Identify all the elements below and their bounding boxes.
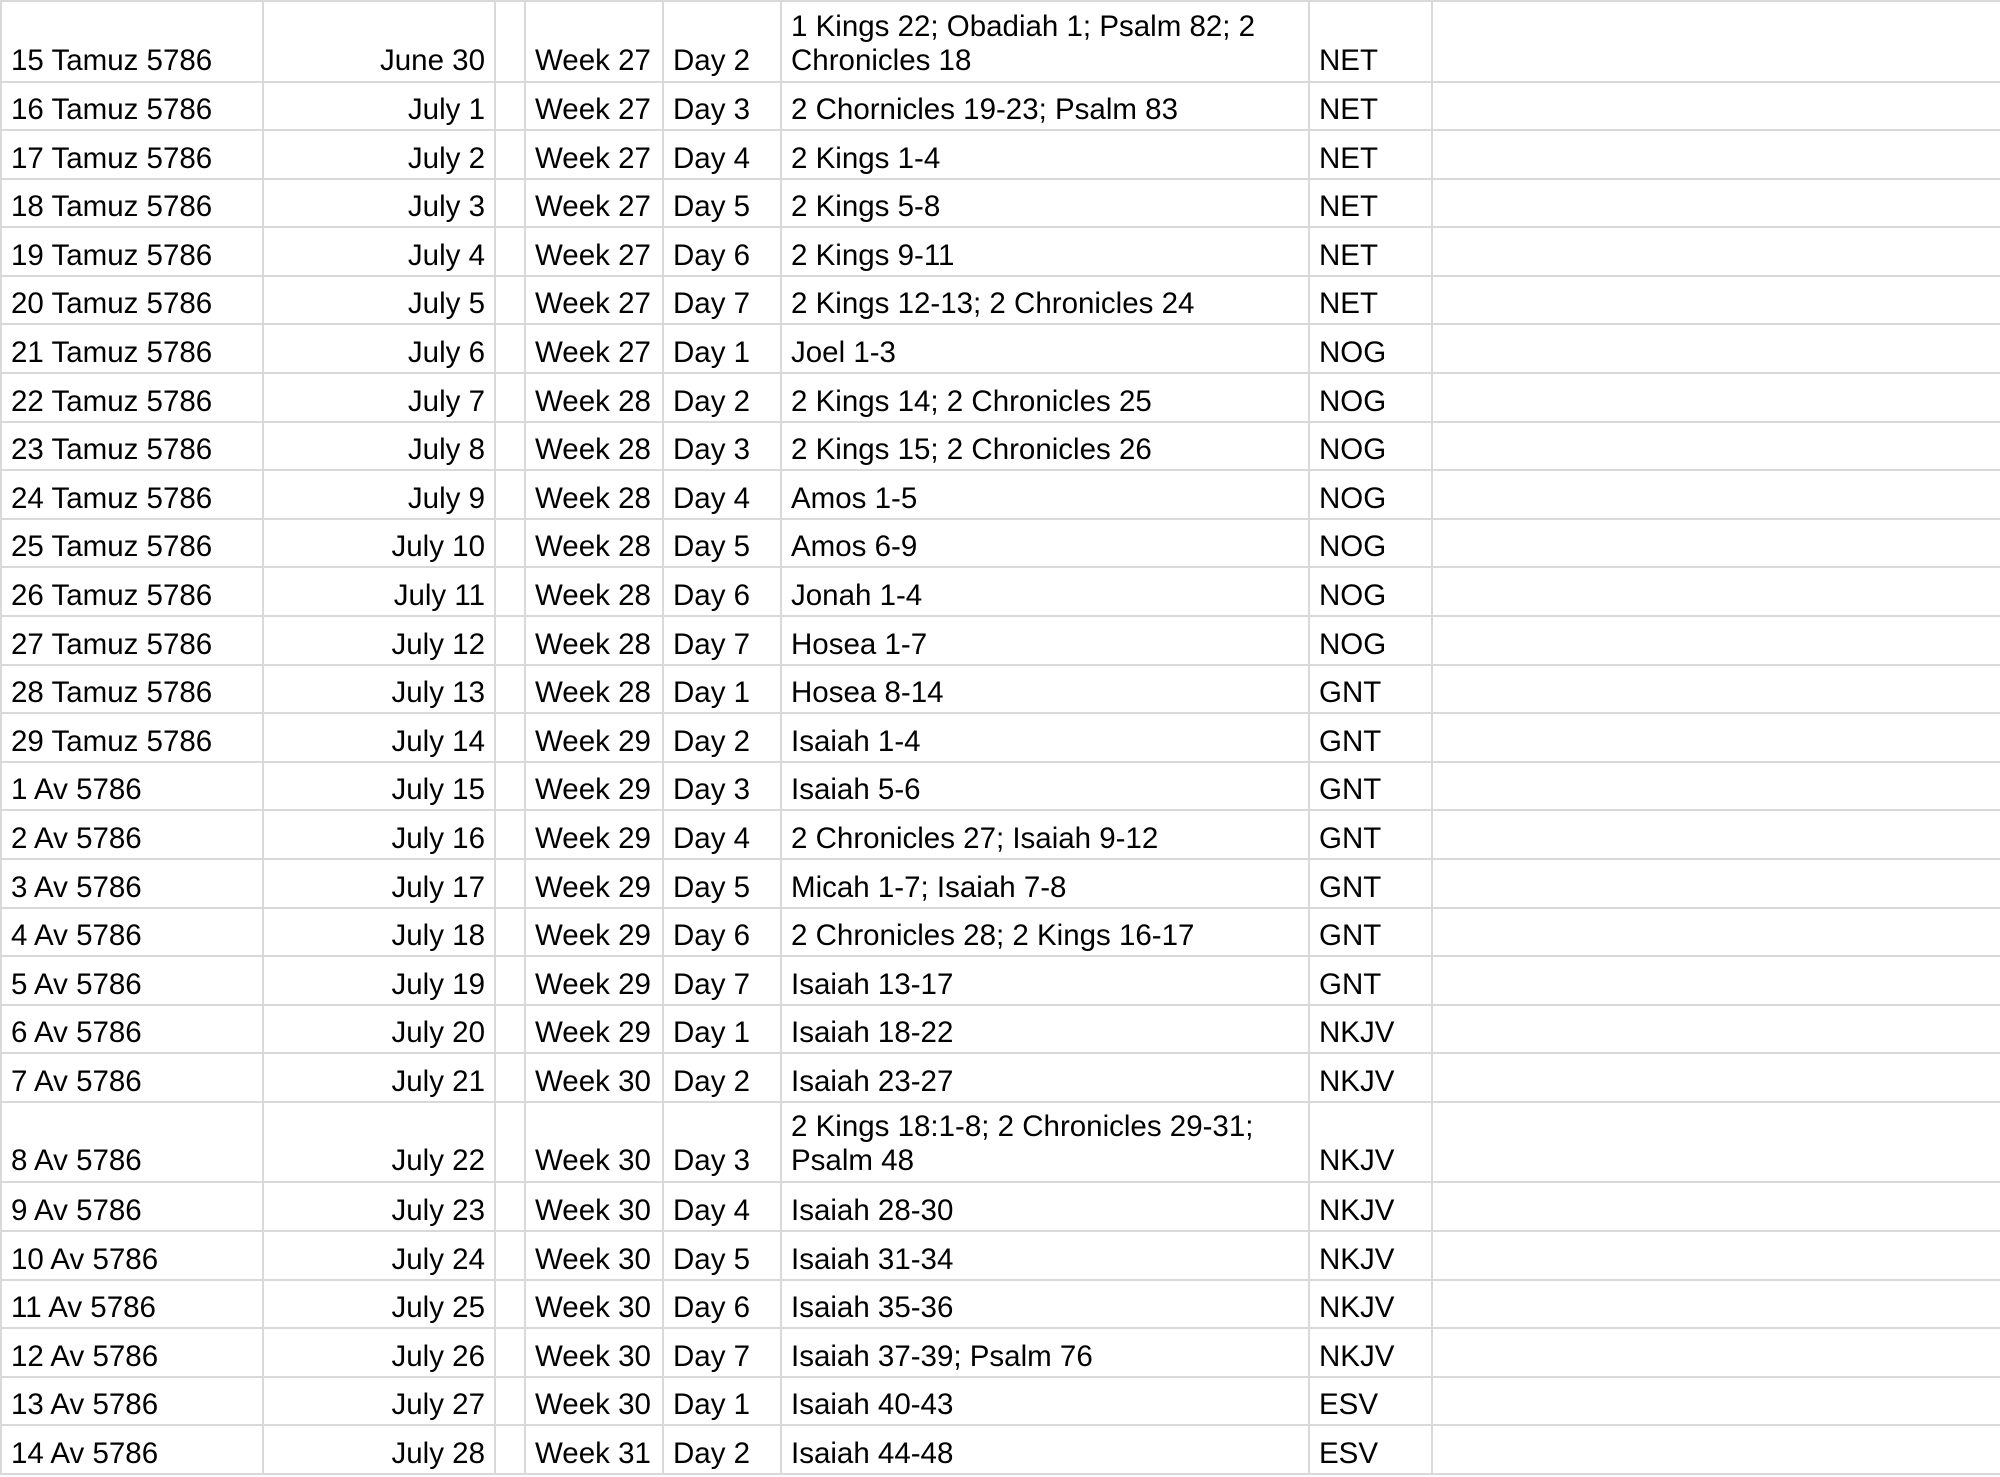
cell-blank[interactable] bbox=[495, 82, 525, 131]
cell-version[interactable]: GNT bbox=[1309, 762, 1432, 811]
cell-reading[interactable]: Isaiah 18-22 bbox=[781, 1005, 1309, 1054]
cell-version[interactable]: NOG bbox=[1309, 422, 1432, 471]
cell-hebrew-date[interactable]: 8 Av 5786 bbox=[1, 1102, 263, 1183]
cell-version[interactable]: GNT bbox=[1309, 713, 1432, 762]
cell-hebrew-date[interactable]: 14 Av 5786 bbox=[1, 1425, 263, 1474]
cell-week[interactable]: Week 30 bbox=[525, 1377, 663, 1426]
cell-version[interactable]: NET bbox=[1309, 1, 1432, 82]
cell-blank[interactable] bbox=[1432, 1425, 2000, 1474]
cell-hebrew-date[interactable]: 10 Av 5786 bbox=[1, 1231, 263, 1280]
cell-hebrew-date[interactable]: 11 Av 5786 bbox=[1, 1280, 263, 1329]
cell-gregorian-date[interactable]: July 15 bbox=[263, 762, 495, 811]
cell-reading[interactable]: Amos 6-9 bbox=[781, 519, 1309, 568]
cell-blank[interactable] bbox=[495, 324, 525, 373]
cell-reading[interactable]: Isaiah 44-48 bbox=[781, 1425, 1309, 1474]
cell-version[interactable]: NET bbox=[1309, 276, 1432, 325]
cell-reading[interactable]: 2 Kings 9-11 bbox=[781, 227, 1309, 276]
cell-week[interactable]: Week 28 bbox=[525, 616, 663, 665]
cell-week[interactable]: Week 27 bbox=[525, 82, 663, 131]
cell-reading[interactable]: 2 Kings 1-4 bbox=[781, 130, 1309, 179]
table-row bbox=[1, 859, 2000, 908]
table-row bbox=[1, 1231, 2000, 1280]
table-row bbox=[1, 1053, 2000, 1102]
cell-version[interactable]: NOG bbox=[1309, 470, 1432, 519]
cell-blank[interactable] bbox=[1432, 1053, 2000, 1102]
cell-hebrew-date[interactable]: 20 Tamuz 5786 bbox=[1, 276, 263, 325]
cell-reading[interactable]: Hosea 8-14 bbox=[781, 665, 1309, 714]
cell-gregorian-date[interactable]: July 21 bbox=[263, 1053, 495, 1102]
cell-day[interactable]: Day 1 bbox=[663, 324, 781, 373]
cell-day[interactable]: Day 4 bbox=[663, 1182, 781, 1231]
table-row bbox=[1, 665, 2000, 714]
table-row bbox=[1, 1280, 2000, 1329]
table-row bbox=[1, 1102, 2000, 1183]
cell-gregorian-date[interactable]: July 16 bbox=[263, 810, 495, 859]
cell-blank[interactable] bbox=[495, 470, 525, 519]
cell-reading[interactable]: Joel 1-3 bbox=[781, 324, 1309, 373]
cell-week[interactable]: Week 31 bbox=[525, 1425, 663, 1474]
cell-reading[interactable]: 2 Chronicles 27; Isaiah 9-12 bbox=[781, 810, 1309, 859]
cell-hebrew-date[interactable]: 7 Av 5786 bbox=[1, 1053, 263, 1102]
cell-blank[interactable] bbox=[495, 762, 525, 811]
table-row bbox=[1, 1, 2000, 82]
cell-reading[interactable]: 2 Kings 18:1-8; 2 Chronicles 29-31; Psalm 48 bbox=[781, 1102, 1309, 1183]
cell-day[interactable]: Day 3 bbox=[663, 422, 781, 471]
cell-blank[interactable] bbox=[1432, 82, 2000, 131]
cell-blank[interactable] bbox=[495, 810, 525, 859]
cell-hebrew-date[interactable]: 19 Tamuz 5786 bbox=[1, 227, 263, 276]
table-row bbox=[1, 1182, 2000, 1231]
table-row bbox=[1, 276, 2000, 325]
cell-hebrew-date[interactable]: 2 Av 5786 bbox=[1, 810, 263, 859]
cell-reading[interactable]: 2 Chornicles 19-23; Psalm 83 bbox=[781, 82, 1309, 131]
cell-hebrew-date[interactable]: 21 Tamuz 5786 bbox=[1, 324, 263, 373]
cell-day[interactable]: Day 2 bbox=[663, 1053, 781, 1102]
cell-gregorian-date[interactable]: July 7 bbox=[263, 373, 495, 422]
cell-week[interactable]: Week 30 bbox=[525, 1328, 663, 1377]
cell-gregorian-date[interactable]: July 26 bbox=[263, 1328, 495, 1377]
cell-blank[interactable] bbox=[495, 373, 525, 422]
cell-day[interactable]: Day 6 bbox=[663, 1280, 781, 1329]
cell-week[interactable]: Week 28 bbox=[525, 373, 663, 422]
cell-version[interactable]: NET bbox=[1309, 82, 1432, 131]
table-row bbox=[1, 1425, 2000, 1474]
cell-version[interactable]: GNT bbox=[1309, 810, 1432, 859]
cell-blank[interactable] bbox=[1432, 179, 2000, 228]
cell-day[interactable]: Day 5 bbox=[663, 1231, 781, 1280]
cell-blank[interactable] bbox=[1432, 567, 2000, 616]
cell-week[interactable]: Week 30 bbox=[525, 1280, 663, 1329]
cell-hebrew-date[interactable]: 13 Av 5786 bbox=[1, 1377, 263, 1426]
cell-blank[interactable] bbox=[1432, 956, 2000, 1005]
cell-blank[interactable] bbox=[495, 1231, 525, 1280]
cell-gregorian-date[interactable]: July 8 bbox=[263, 422, 495, 471]
cell-day[interactable]: Day 5 bbox=[663, 179, 781, 228]
cell-blank[interactable] bbox=[495, 179, 525, 228]
cell-blank[interactable] bbox=[1432, 1377, 2000, 1426]
table-body bbox=[1, 1, 2000, 1474]
cell-reading[interactable]: Amos 1-5 bbox=[781, 470, 1309, 519]
cell-day[interactable]: Day 6 bbox=[663, 567, 781, 616]
cell-blank[interactable] bbox=[1432, 227, 2000, 276]
cell-blank[interactable] bbox=[1432, 519, 2000, 568]
cell-gregorian-date[interactable]: July 5 bbox=[263, 276, 495, 325]
cell-blank[interactable] bbox=[1432, 616, 2000, 665]
cell-hebrew-date[interactable]: 26 Tamuz 5786 bbox=[1, 567, 263, 616]
cell-reading[interactable]: Isaiah 31-34 bbox=[781, 1231, 1309, 1280]
table-row bbox=[1, 810, 2000, 859]
cell-blank[interactable] bbox=[1432, 1280, 2000, 1329]
cell-gregorian-date[interactable]: July 14 bbox=[263, 713, 495, 762]
cell-gregorian-date[interactable]: July 28 bbox=[263, 1425, 495, 1474]
cell-blank[interactable] bbox=[1432, 859, 2000, 908]
table-row bbox=[1, 1005, 2000, 1054]
cell-reading[interactable]: Isaiah 37-39; Psalm 76 bbox=[781, 1328, 1309, 1377]
cell-blank[interactable] bbox=[1432, 373, 2000, 422]
cell-version[interactable]: NOG bbox=[1309, 616, 1432, 665]
table-row bbox=[1, 130, 2000, 179]
cell-gregorian-date[interactable]: July 19 bbox=[263, 956, 495, 1005]
cell-blank[interactable] bbox=[1432, 422, 2000, 471]
cell-hebrew-date[interactable]: 27 Tamuz 5786 bbox=[1, 616, 263, 665]
cell-hebrew-date[interactable]: 3 Av 5786 bbox=[1, 859, 263, 908]
cell-gregorian-date[interactable]: July 11 bbox=[263, 567, 495, 616]
cell-blank[interactable] bbox=[495, 130, 525, 179]
cell-reading[interactable]: Micah 1-7; Isaiah 7-8 bbox=[781, 859, 1309, 908]
cell-week[interactable]: Week 28 bbox=[525, 422, 663, 471]
cell-day[interactable]: Day 7 bbox=[663, 956, 781, 1005]
cell-reading[interactable]: Isaiah 5-6 bbox=[781, 762, 1309, 811]
cell-gregorian-date[interactable]: July 24 bbox=[263, 1231, 495, 1280]
cell-day[interactable]: Day 4 bbox=[663, 130, 781, 179]
cell-gregorian-date[interactable]: June 30 bbox=[263, 1, 495, 82]
cell-hebrew-date[interactable]: 9 Av 5786 bbox=[1, 1182, 263, 1231]
cell-hebrew-date[interactable]: 15 Tamuz 5786 bbox=[1, 1, 263, 82]
cell-blank[interactable] bbox=[495, 1053, 525, 1102]
cell-hebrew-date[interactable]: 5 Av 5786 bbox=[1, 956, 263, 1005]
cell-blank[interactable] bbox=[495, 665, 525, 714]
cell-version[interactable]: GNT bbox=[1309, 859, 1432, 908]
cell-version[interactable]: GNT bbox=[1309, 665, 1432, 714]
cell-week[interactable]: Week 29 bbox=[525, 762, 663, 811]
cell-week[interactable]: Week 30 bbox=[525, 1102, 663, 1183]
cell-week[interactable]: Week 30 bbox=[525, 1053, 663, 1102]
cell-gregorian-date[interactable]: July 13 bbox=[263, 665, 495, 714]
cell-version[interactable]: GNT bbox=[1309, 908, 1432, 957]
cell-version[interactable]: ESV bbox=[1309, 1377, 1432, 1426]
cell-reading[interactable]: Hosea 1-7 bbox=[781, 616, 1309, 665]
table-row bbox=[1, 762, 2000, 811]
cell-blank[interactable] bbox=[495, 1425, 525, 1474]
cell-gregorian-date[interactable]: July 20 bbox=[263, 1005, 495, 1054]
cell-blank[interactable] bbox=[495, 1377, 525, 1426]
cell-version[interactable]: ESV bbox=[1309, 1425, 1432, 1474]
cell-reading[interactable]: 1 Kings 22; Obadiah 1; Psalm 82; 2 Chronicles 18 bbox=[781, 1, 1309, 82]
cell-blank[interactable] bbox=[495, 567, 525, 616]
cell-blank[interactable] bbox=[495, 956, 525, 1005]
cell-hebrew-date[interactable]: 6 Av 5786 bbox=[1, 1005, 263, 1054]
table-row bbox=[1, 422, 2000, 471]
cell-hebrew-date[interactable]: 22 Tamuz 5786 bbox=[1, 373, 263, 422]
cell-blank[interactable] bbox=[495, 1, 525, 82]
table-row bbox=[1, 227, 2000, 276]
cell-reading[interactable]: 2 Kings 15; 2 Chronicles 26 bbox=[781, 422, 1309, 471]
cell-day[interactable]: Day 2 bbox=[663, 1, 781, 82]
cell-blank[interactable] bbox=[495, 1280, 525, 1329]
cell-gregorian-date[interactable]: July 18 bbox=[263, 908, 495, 957]
cell-gregorian-date[interactable]: July 17 bbox=[263, 859, 495, 908]
cell-reading[interactable]: Jonah 1-4 bbox=[781, 567, 1309, 616]
cell-week[interactable]: Week 28 bbox=[525, 665, 663, 714]
cell-blank[interactable] bbox=[1432, 1, 2000, 82]
cell-day[interactable]: Day 3 bbox=[663, 82, 781, 131]
cell-blank[interactable] bbox=[495, 908, 525, 957]
cell-version[interactable]: NOG bbox=[1309, 324, 1432, 373]
cell-version[interactable]: NKJV bbox=[1309, 1328, 1432, 1377]
cell-day[interactable]: Day 2 bbox=[663, 713, 781, 762]
cell-hebrew-date[interactable]: 1 Av 5786 bbox=[1, 762, 263, 811]
cell-gregorian-date[interactable]: July 25 bbox=[263, 1280, 495, 1329]
cell-day[interactable]: Day 6 bbox=[663, 908, 781, 957]
cell-hebrew-date[interactable]: 23 Tamuz 5786 bbox=[1, 422, 263, 471]
cell-day[interactable]: Day 3 bbox=[663, 1102, 781, 1183]
cell-week[interactable]: Week 28 bbox=[525, 567, 663, 616]
cell-blank[interactable] bbox=[495, 422, 525, 471]
cell-day[interactable]: Day 2 bbox=[663, 373, 781, 422]
cell-blank[interactable] bbox=[495, 859, 525, 908]
cell-gregorian-date[interactable]: July 27 bbox=[263, 1377, 495, 1426]
cell-version[interactable]: NOG bbox=[1309, 519, 1432, 568]
cell-gregorian-date[interactable]: July 4 bbox=[263, 227, 495, 276]
cell-version[interactable]: NKJV bbox=[1309, 1005, 1432, 1054]
cell-gregorian-date[interactable]: July 1 bbox=[263, 82, 495, 131]
cell-week[interactable]: Week 28 bbox=[525, 470, 663, 519]
cell-version[interactable]: NKJV bbox=[1309, 1053, 1432, 1102]
cell-gregorian-date[interactable]: July 10 bbox=[263, 519, 495, 568]
cell-reading[interactable]: 2 Chronicles 28; 2 Kings 16-17 bbox=[781, 908, 1309, 957]
cell-reading[interactable]: Isaiah 28-30 bbox=[781, 1182, 1309, 1231]
cell-gregorian-date[interactable]: July 22 bbox=[263, 1102, 495, 1183]
cell-blank[interactable] bbox=[495, 276, 525, 325]
cell-reading[interactable]: Isaiah 1-4 bbox=[781, 713, 1309, 762]
cell-hebrew-date[interactable]: 28 Tamuz 5786 bbox=[1, 665, 263, 714]
table-row bbox=[1, 1377, 2000, 1426]
cell-blank[interactable] bbox=[1432, 1182, 2000, 1231]
cell-day[interactable]: Day 2 bbox=[663, 1425, 781, 1474]
cell-blank[interactable] bbox=[495, 227, 525, 276]
cell-week[interactable]: Week 27 bbox=[525, 179, 663, 228]
cell-day[interactable]: Day 5 bbox=[663, 859, 781, 908]
cell-day[interactable]: Day 7 bbox=[663, 1328, 781, 1377]
cell-blank[interactable] bbox=[495, 1005, 525, 1054]
cell-day[interactable]: Day 1 bbox=[663, 665, 781, 714]
cell-gregorian-date[interactable]: July 23 bbox=[263, 1182, 495, 1231]
cell-blank[interactable] bbox=[1432, 713, 2000, 762]
cell-day[interactable]: Day 7 bbox=[663, 616, 781, 665]
cell-week[interactable]: Week 28 bbox=[525, 519, 663, 568]
cell-gregorian-date[interactable]: July 9 bbox=[263, 470, 495, 519]
cell-hebrew-date[interactable]: 4 Av 5786 bbox=[1, 908, 263, 957]
cell-week[interactable]: Week 27 bbox=[525, 227, 663, 276]
cell-blank[interactable] bbox=[495, 1328, 525, 1377]
cell-hebrew-date[interactable]: 18 Tamuz 5786 bbox=[1, 179, 263, 228]
cell-blank[interactable] bbox=[495, 519, 525, 568]
cell-blank[interactable] bbox=[1432, 130, 2000, 179]
cell-blank[interactable] bbox=[1432, 1328, 2000, 1377]
cell-blank[interactable] bbox=[1432, 1005, 2000, 1054]
cell-gregorian-date[interactable]: July 6 bbox=[263, 324, 495, 373]
cell-day[interactable]: Day 4 bbox=[663, 470, 781, 519]
table-row bbox=[1, 82, 2000, 131]
table-row bbox=[1, 373, 2000, 422]
table-row bbox=[1, 179, 2000, 228]
cell-blank[interactable] bbox=[1432, 762, 2000, 811]
cell-blank[interactable] bbox=[1432, 276, 2000, 325]
cell-week[interactable]: Week 30 bbox=[525, 1231, 663, 1280]
table-row bbox=[1, 567, 2000, 616]
table-row bbox=[1, 324, 2000, 373]
table-row bbox=[1, 908, 2000, 957]
cell-hebrew-date[interactable]: 17 Tamuz 5786 bbox=[1, 130, 263, 179]
cell-hebrew-date[interactable]: 16 Tamuz 5786 bbox=[1, 82, 263, 131]
cell-version[interactable]: NOG bbox=[1309, 373, 1432, 422]
cell-day[interactable]: Day 5 bbox=[663, 519, 781, 568]
cell-week[interactable]: Week 27 bbox=[525, 130, 663, 179]
cell-blank[interactable] bbox=[1432, 470, 2000, 519]
cell-version[interactable]: NKJV bbox=[1309, 1102, 1432, 1183]
table-row bbox=[1, 616, 2000, 665]
cell-gregorian-date[interactable]: July 12 bbox=[263, 616, 495, 665]
cell-day[interactable]: Day 7 bbox=[663, 276, 781, 325]
table-row bbox=[1, 1328, 2000, 1377]
cell-week[interactable]: Week 29 bbox=[525, 1005, 663, 1054]
cell-reading[interactable]: 2 Kings 14; 2 Chronicles 25 bbox=[781, 373, 1309, 422]
cell-blank[interactable] bbox=[495, 1102, 525, 1183]
cell-blank[interactable] bbox=[1432, 324, 2000, 373]
cell-day[interactable]: Day 1 bbox=[663, 1005, 781, 1054]
cell-version[interactable]: NET bbox=[1309, 227, 1432, 276]
cell-reading[interactable]: 2 Kings 12-13; 2 Chronicles 24 bbox=[781, 276, 1309, 325]
cell-version[interactable]: NKJV bbox=[1309, 1280, 1432, 1329]
table-row bbox=[1, 713, 2000, 762]
cell-hebrew-date[interactable]: 29 Tamuz 5786 bbox=[1, 713, 263, 762]
cell-version[interactable]: NKJV bbox=[1309, 1231, 1432, 1280]
cell-hebrew-date[interactable]: 24 Tamuz 5786 bbox=[1, 470, 263, 519]
cell-week[interactable]: Week 29 bbox=[525, 908, 663, 957]
cell-week[interactable]: Week 29 bbox=[525, 956, 663, 1005]
cell-reading[interactable]: Isaiah 23-27 bbox=[781, 1053, 1309, 1102]
table-row bbox=[1, 519, 2000, 568]
cell-blank[interactable] bbox=[1432, 1102, 2000, 1183]
cell-blank[interactable] bbox=[1432, 908, 2000, 957]
cell-week[interactable]: Week 29 bbox=[525, 713, 663, 762]
cell-reading[interactable]: Isaiah 40-43 bbox=[781, 1377, 1309, 1426]
cell-blank[interactable] bbox=[1432, 1231, 2000, 1280]
cell-version[interactable]: NET bbox=[1309, 130, 1432, 179]
cell-blank[interactable] bbox=[495, 713, 525, 762]
cell-week[interactable]: Week 27 bbox=[525, 324, 663, 373]
cell-version[interactable]: NET bbox=[1309, 179, 1432, 228]
cell-week[interactable]: Week 29 bbox=[525, 859, 663, 908]
cell-day[interactable]: Day 4 bbox=[663, 810, 781, 859]
cell-blank[interactable] bbox=[1432, 810, 2000, 859]
cell-week[interactable]: Week 29 bbox=[525, 810, 663, 859]
table-row bbox=[1, 956, 2000, 1005]
cell-gregorian-date[interactable]: July 3 bbox=[263, 179, 495, 228]
cell-week[interactable]: Week 27 bbox=[525, 276, 663, 325]
cell-gregorian-date[interactable]: July 2 bbox=[263, 130, 495, 179]
cell-reading[interactable]: Isaiah 35-36 bbox=[781, 1280, 1309, 1329]
cell-blank[interactable] bbox=[495, 616, 525, 665]
cell-reading[interactable]: 2 Kings 5-8 bbox=[781, 179, 1309, 228]
cell-week[interactable]: Week 27 bbox=[525, 1, 663, 82]
cell-week[interactable]: Week 30 bbox=[525, 1182, 663, 1231]
table-row bbox=[1, 470, 2000, 519]
cell-hebrew-date[interactable]: 25 Tamuz 5786 bbox=[1, 519, 263, 568]
cell-version[interactable]: NKJV bbox=[1309, 1182, 1432, 1231]
cell-day[interactable]: Day 1 bbox=[663, 1377, 781, 1426]
cell-day[interactable]: Day 3 bbox=[663, 762, 781, 811]
cell-reading[interactable]: Isaiah 13-17 bbox=[781, 956, 1309, 1005]
cell-hebrew-date[interactable]: 12 Av 5786 bbox=[1, 1328, 263, 1377]
cell-version[interactable]: NOG bbox=[1309, 567, 1432, 616]
cell-blank[interactable] bbox=[495, 1182, 525, 1231]
cell-version[interactable]: GNT bbox=[1309, 956, 1432, 1005]
cell-blank[interactable] bbox=[1432, 665, 2000, 714]
cell-day[interactable]: Day 6 bbox=[663, 227, 781, 276]
